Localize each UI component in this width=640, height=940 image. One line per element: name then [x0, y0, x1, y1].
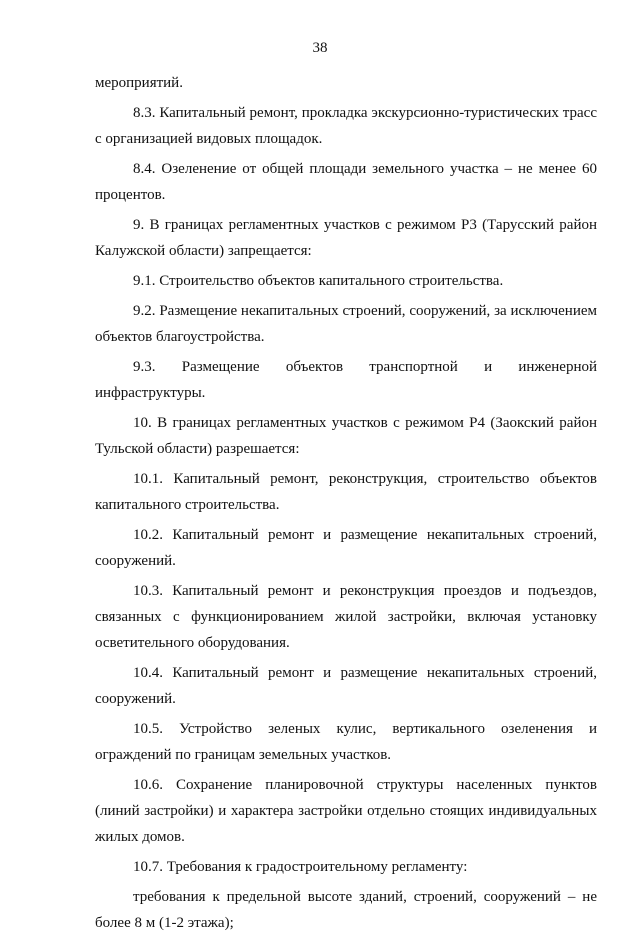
paragraph: 10.3. Капитальный ремонт и реконструкция проездов и подъездов, связанных с функционированием жилой застройки, включая установку осветительного оборудования. [95, 583, 597, 651]
paragraph: 8.4. Озеленение от общей площади земельного участка – не менее 60 процентов. [95, 161, 597, 203]
paragraph: 10.4. Капитальный ремонт и размещение некапитальных строений, сооружений. [95, 665, 597, 707]
paragraph: 9.3. Размещение объектов транспортной и инженерной инфраструктуры. [95, 359, 597, 401]
paragraph: 10.7. Требования к градостроительному регламенту: [133, 859, 468, 875]
paragraph: 10. В границах регламентных участков с режимом Р4 (Заокский район Тульской области) разрешается: [95, 415, 597, 457]
document-body [95, 70, 597, 940]
paragraph: 9.1. Строительство объектов капитального строительства. [133, 273, 504, 289]
paragraph: 10.1. Капитальный ремонт, реконструкция, строительство объектов капитального строительства. [95, 471, 597, 513]
paragraph: 8.3. Капитальный ремонт, прокладка экскурсионно-туристических трасс с организацией видовых площадок. [95, 105, 597, 147]
paragraph: 10.5. Устройство зеленых кулис, вертикального озеленения и ограждений по границам земельных участков. [95, 721, 597, 763]
paragraph: 10.6. Сохранение планировочной структуры населенных пунктов (линий застройки) и характера застройки отдельно стоящих индивидуальных жилых домов. [95, 777, 597, 845]
paragraph: мероприятий. [95, 75, 183, 91]
paragraph: 10.2. Капитальный ремонт и размещение некапитальных строений, сооружений. [95, 527, 597, 569]
paragraph: 9.2. Размещение некапитальных строений, сооружений, за исключением объектов благоустройства. [95, 303, 597, 345]
paragraph: 9. В границах регламентных участков с режимом Р3 (Тарусский район Калужской области) запрещается: [95, 217, 597, 259]
paragraph: требования к предельной высоте зданий, строений, сооружений – не более 8 м (1-2 этажа); [95, 889, 597, 931]
page-number: 38 [312, 40, 328, 56]
